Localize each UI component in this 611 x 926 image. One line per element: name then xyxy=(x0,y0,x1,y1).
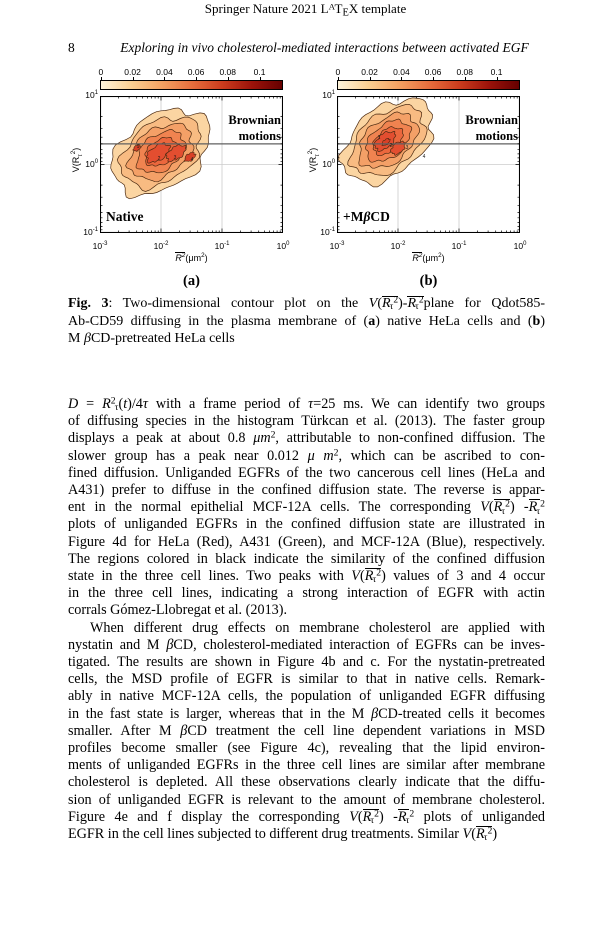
body-line: plots of unliganded EGFRs in the confined diffusion state are illustrated in xyxy=(68,516,545,533)
body-line: displays a peak at about 0.8 $\mu m^2$, attributable to non-confined diffusion. The xyxy=(68,430,545,447)
body-line: ments of unliganded EGFRs in the three cell lines are similar after membrane xyxy=(68,757,545,774)
contour-panel-a xyxy=(60,68,300,300)
body-line: smaller. After M βCD treatment the cell line dependent variations in MSD xyxy=(68,722,545,739)
colorbar-tick xyxy=(196,77,197,80)
condition-label: +MβCD xyxy=(343,209,390,224)
x-axis-label: $R^2(\mu m^2)$ xyxy=(175,252,208,263)
body-line: sion of unliganded EGFR is relevant to the amount of membrane cholesterol. xyxy=(68,791,545,808)
body-text xyxy=(68,396,545,843)
colorbar-tick-label: 0.02 xyxy=(124,67,141,77)
colorbar-tick xyxy=(164,77,165,80)
colorbar-tick xyxy=(370,77,371,80)
body-line: in the fast state is larger, whereas that in the M βCD-treated cells it becomes xyxy=(68,705,546,722)
caption-line: Fig. 3: Two-dimensional contour plot on the $V(R_\tau^2)-R_\tau^2plane$ for Qdot585- xyxy=(68,295,545,313)
body-line: cells, the MSD profile of EGFR is similar to that in native cells. Remark- xyxy=(68,671,545,688)
x-axis-tick-label: $10^{-3}$ xyxy=(329,241,345,251)
y-axis-tick-label: $10^0$ xyxy=(322,158,335,169)
y-axis-label: $V(R_\tau^2)$ xyxy=(307,147,321,173)
peak-label: 4 xyxy=(422,154,426,160)
x-axis-tick-label: $10^0$ xyxy=(276,241,290,251)
colorbar-tick-label: 0 xyxy=(98,67,104,77)
colorbar xyxy=(337,80,520,90)
peak-label: 2 xyxy=(157,156,161,162)
x-axis-tick-label: $10^{-1}$ xyxy=(214,241,230,251)
body-line: Figure 4e and f display the corresponding $V(R_\tau^2)$ $-R_\tau^2$ plots of unliganded xyxy=(68,808,545,827)
body-line: slower group has a peak near 0.012 μ $m^2$, which can be ascribed to con- xyxy=(68,447,546,464)
colorbar-tick xyxy=(401,77,402,80)
body-line: cholesterol is depleted. All these observations clearly indicate that the diffu- xyxy=(68,774,545,791)
running-head xyxy=(68,40,545,56)
peak-label: 3 xyxy=(173,155,177,161)
y-axis-tick-label: $10^1$ xyxy=(85,90,98,100)
body-line: nystatin and M βCD, cholesterol-mediated interaction of EGFRs can be inves- xyxy=(68,636,545,653)
panel-letter: (a) xyxy=(183,273,200,289)
y-axis-tick-label: $10^{-1}$ xyxy=(320,227,335,237)
contour-panel-b xyxy=(297,68,537,300)
body-line: state in the three cell lines. Two peaks with $V(R_\tau^2)$ values of 3 and 4 occur xyxy=(68,567,545,586)
y-axis-label: $V(R_\tau^2)$ xyxy=(70,147,84,173)
body-line: corrals Gómez-Llobregat et al. (2013). xyxy=(68,602,288,619)
colorbar-tick xyxy=(338,77,339,80)
colorbar-tick-label: 0.06 xyxy=(424,67,442,77)
body-line: of diffusing species in the histogram Türkcan et al. (2013). The faster group xyxy=(68,413,545,430)
colorbar-tick xyxy=(228,77,229,80)
body-line: fined diffusion. Unliganded EGFRs of the two cancerous cell lines (HeLa and xyxy=(68,464,545,481)
body-line: $D = R^2_\tau(t)/4\tau$ with a frame period of τ=25 ms. We can identify two groups xyxy=(68,395,545,414)
colorbar-tick xyxy=(433,77,434,80)
peak-label: 1 xyxy=(377,135,381,141)
peak-label: 1 xyxy=(136,144,140,150)
panel-letter: (b) xyxy=(419,273,438,289)
x-axis-tick-label: $10^{-2}$ xyxy=(153,241,169,251)
body-line: ably in native MCF-12A cells, the population of unliganded EGFR diffusing xyxy=(68,688,545,705)
x-axis-tick-label: $10^{-2}$ xyxy=(390,241,406,251)
peak-label: 2 xyxy=(389,143,393,149)
figure-caption xyxy=(68,295,545,348)
body-line: A431) prefer to diffuse in the confined diffusion state. The reverse is appar- xyxy=(68,482,545,499)
condition-label: Native xyxy=(106,209,144,224)
colorbar-tick-label: 0.04 xyxy=(156,67,173,77)
peak-label: 4 xyxy=(190,157,194,163)
y-axis-tick-label: $10^1$ xyxy=(322,90,335,100)
colorbar-tick-label: 0 xyxy=(335,67,341,77)
colorbar-tick xyxy=(101,77,102,80)
body-line: ent in the normal epithelial MCF-12A cells. The corresponding $V(R_\tau^2)$ $-R_\tau^2$ xyxy=(68,498,545,517)
colorbar-tick-label: 0.1 xyxy=(253,67,266,77)
peak-label: 3 xyxy=(405,145,409,151)
body-line: When different drug effects on membrane cholesterol are applied with xyxy=(90,619,545,636)
colorbar-tick-label: 0.02 xyxy=(361,67,378,77)
colorbar-tick xyxy=(260,77,261,80)
page-header: Springer Nature 2021 $L^AT_EX$ template xyxy=(204,1,407,19)
x-axis-tick-label: $10^{-1}$ xyxy=(451,241,467,251)
y-axis-tick-label: $10^{-1}$ xyxy=(83,227,98,237)
brownian-motions-label: Brownian motions xyxy=(228,113,281,144)
colorbar-tick-label: 0.06 xyxy=(187,67,205,77)
brownian-motions-label: Brownian motions xyxy=(465,113,518,144)
y-axis-tick-label: $10^0$ xyxy=(85,158,98,169)
colorbar-tick-label: 0.08 xyxy=(456,67,473,77)
colorbar xyxy=(100,80,283,90)
colorbar-tick xyxy=(497,77,498,80)
colorbar-tick-label: 0.04 xyxy=(393,67,410,77)
colorbar-tick xyxy=(465,77,466,80)
body-line: The regions colored in black indicate the similarity of the confined diffusion xyxy=(68,550,545,567)
body-line: in the three cell lines, indicating a strong interaction of EGFR with actin xyxy=(68,585,545,602)
body-line: tigated. The results are shown in Figure 4b and c. For the nystatin-pretreated xyxy=(68,654,545,671)
colorbar-tick-label: 0.08 xyxy=(219,67,236,77)
x-axis-label: $R^2(\mu m^2)$ xyxy=(412,252,445,263)
caption-line: M βCD-pretreated HeLa cells xyxy=(68,331,235,347)
running-title: Exploring in vivo cholesterol-mediated interactions between activated EGF xyxy=(120,40,529,55)
page-number: 8 xyxy=(68,40,75,55)
x-axis-tick-label: $10^{-3}$ xyxy=(92,241,108,251)
colorbar-tick xyxy=(133,77,134,80)
x-axis-tick-label: $10^0$ xyxy=(513,241,527,251)
body-line: Figure 4d for HeLa (Red), A431 (Green), and MCF-12A (Blue), respectively. xyxy=(68,533,545,550)
body-line: profiles become smaller (see Figure 4c), revealing that the lipid environ- xyxy=(68,740,545,757)
colorbar-tick-label: 0.1 xyxy=(490,67,503,77)
body-line: EGFR in the cell lines subjected to different drug treatments. Similar $V(R_\tau^2)$ xyxy=(68,825,498,844)
caption-line: Ab-CD59 diffusing in the plasma membrane of (a) native HeLa cells and (b) xyxy=(68,313,546,329)
